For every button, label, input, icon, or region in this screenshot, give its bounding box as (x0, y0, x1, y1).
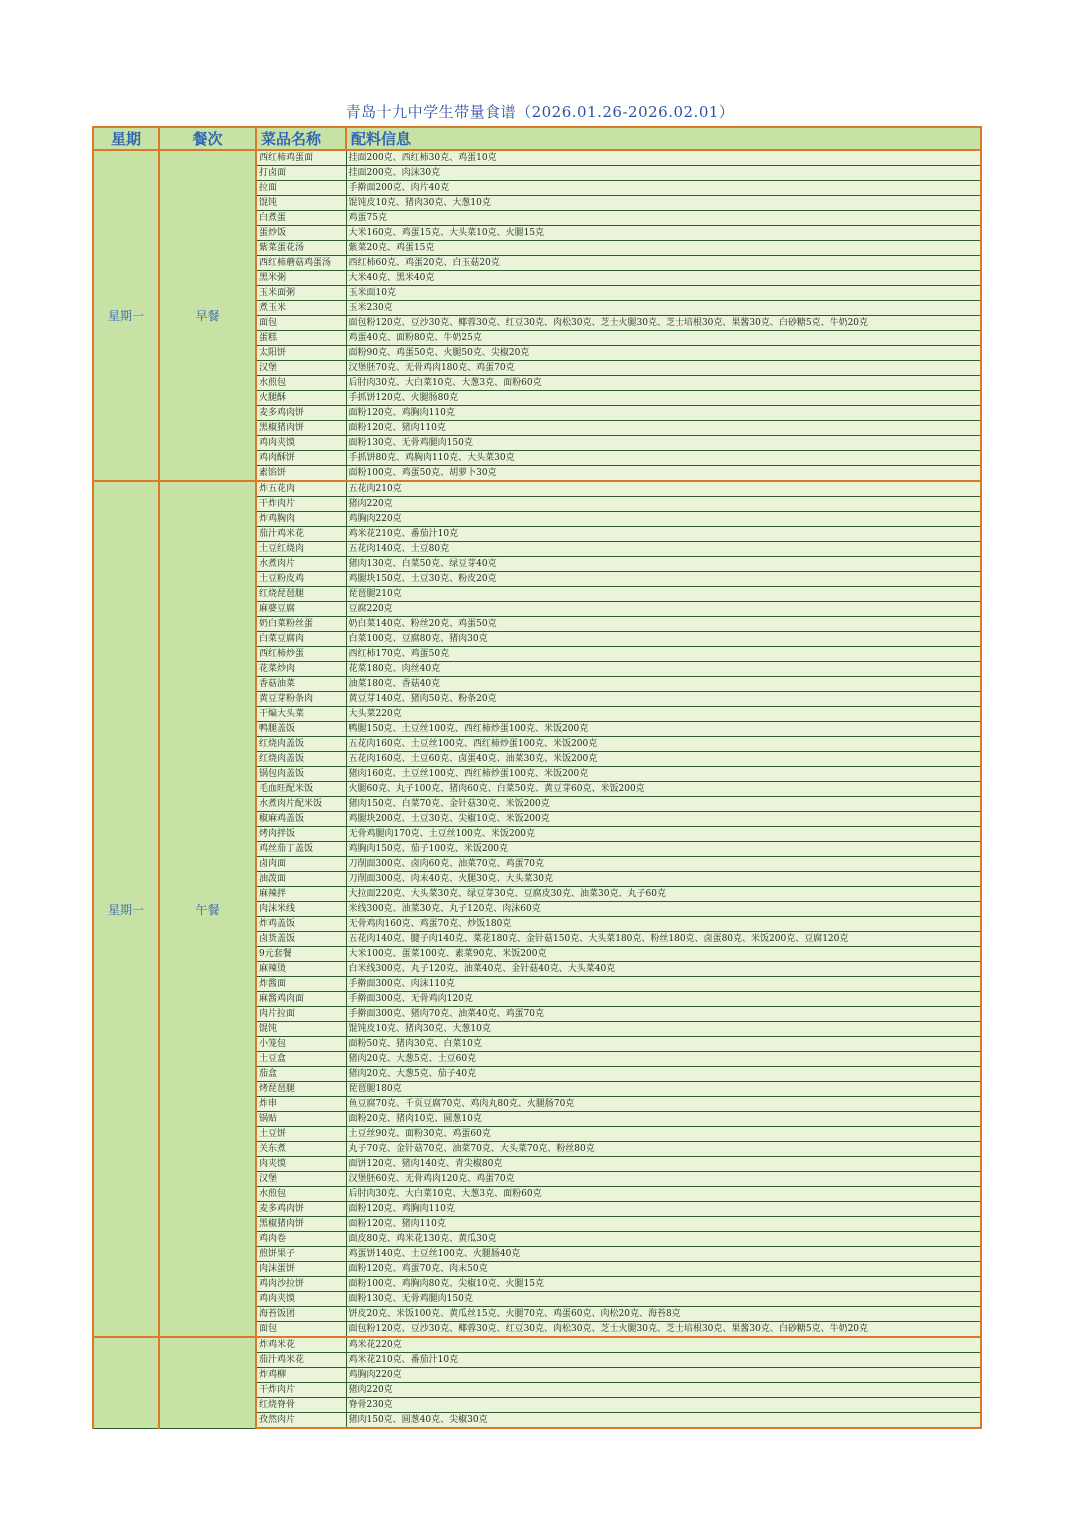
ingredients-cell: 琵琶腿180克 (346, 1082, 981, 1097)
meal-cell: 早餐 (159, 150, 256, 481)
dish-name-cell: 鸡肉夹馍 (256, 1292, 346, 1307)
ingredients-cell: 猪肉220克 (346, 1383, 981, 1398)
dish-name-cell: 炸鸡柳 (256, 1368, 346, 1383)
ingredients-cell: 紫菜20克、鸡蛋15克 (346, 241, 981, 256)
ingredients-cell: 猪肉150克、圆葱40克、尖椒30克 (346, 1413, 981, 1429)
menu-body (93, 150, 981, 1428)
day-cell: 星期一 (93, 481, 159, 1337)
dish-name-cell: 卤肉面 (256, 857, 346, 872)
dish-name-cell: 毛血旺配米饭 (256, 782, 346, 797)
day-cell: 星期一 (93, 150, 159, 481)
ingredients-cell: 馄饨皮10克、猪肉30克、大葱10克 (346, 196, 981, 211)
dish-name-cell: 馄饨 (256, 1022, 346, 1037)
dish-name-cell: 鸡肉酥饼 (256, 451, 346, 466)
dish-name-cell: 黑椒猪肉饼 (256, 421, 346, 436)
ingredients-cell: 无骨鸡肉160克、鸡蛋70克、炒饭180克 (346, 917, 981, 932)
dish-name-cell: 西红柿蘑菇鸡蛋汤 (256, 256, 346, 271)
ingredients-cell: 鸡胸肉220克 (346, 512, 981, 527)
ingredients-cell: 面皮80克、鸡米花130克、黄瓜30克 (346, 1232, 981, 1247)
dish-name-cell: 鸡丝茄丁盖饭 (256, 842, 346, 857)
ingredients-cell: 面粉50克、猪肉30克、白菜10克 (346, 1037, 981, 1052)
dish-name-cell: 红烧肉盖饭 (256, 752, 346, 767)
dish-name-cell: 馄饨 (256, 196, 346, 211)
ingredients-cell: 后肘肉30克、大白菜10克、大葱3克、面粉60克 (346, 1187, 981, 1202)
dish-name-cell: 土豆红烧肉 (256, 542, 346, 557)
ingredients-cell: 大米100克、蛋菜100克、素菜90克、米饭200克 (346, 947, 981, 962)
dish-name-cell: 黑米粥 (256, 271, 346, 286)
dish-name-cell: 锅包肉盖饭 (256, 767, 346, 782)
ingredients-cell: 无骨鸡腿肉170克、土豆丝100克、米饭200克 (346, 827, 981, 842)
dish-name-cell: 拉面 (256, 181, 346, 196)
dish-name-cell: 鸡肉夹馍 (256, 436, 346, 451)
ingredients-cell: 豆腐220克 (346, 602, 981, 617)
dish-name-cell: 黄豆芽粉条肉 (256, 692, 346, 707)
day-cell (93, 1337, 159, 1428)
dish-name-cell: 面包 (256, 1322, 346, 1338)
dish-name-cell: 干煸大头菜 (256, 707, 346, 722)
dish-name-cell: 煎饼果子 (256, 1247, 346, 1262)
menu-table (92, 126, 982, 1429)
dish-name-cell: 水煮肉片 (256, 557, 346, 572)
ingredients-cell: 玉米230克 (346, 301, 981, 316)
ingredients-cell: 五花肉210克 (346, 481, 981, 497)
dish-name-cell: 麻酱鸡肉面 (256, 992, 346, 1007)
ingredients-cell: 猪肉160克、土豆丝100克、西红柿炒蛋100克、米饭200克 (346, 767, 981, 782)
dish-name-cell: 炸鸡胸肉 (256, 512, 346, 527)
ingredients-cell: 手抓饼120克、火腿肠80克 (346, 391, 981, 406)
dish-name-cell: 麻辣烫 (256, 962, 346, 977)
ingredients-cell: 汉堡胚60克、无骨鸡肉120克、鸡蛋70克 (346, 1172, 981, 1187)
ingredients-cell: 面粉100克、鸡蛋50克、胡萝卜30克 (346, 466, 981, 482)
dish-name-cell: 炸鸡盖饭 (256, 917, 346, 932)
dish-name-cell: 卤货盖饭 (256, 932, 346, 947)
dish-name-cell: 肉沫米线 (256, 902, 346, 917)
ingredients-cell: 后肘肉30克、大白菜10克、大葱3克、面粉60克 (346, 376, 981, 391)
ingredients-cell: 鸡米花210克、番茄汁10克 (346, 527, 981, 542)
ingredients-cell: 馄饨皮10克、猪肉30克、大葱10克 (346, 1022, 981, 1037)
dish-name-cell: 油泼面 (256, 872, 346, 887)
dish-name-cell: 土豆粉皮鸡 (256, 572, 346, 587)
dish-name-cell: 烤肉拌饭 (256, 827, 346, 842)
ingredients-cell: 猪肉220克 (346, 497, 981, 512)
dish-name-cell: 鸡肉卷 (256, 1232, 346, 1247)
dish-name-cell: 蛋糕 (256, 331, 346, 346)
ingredients-cell: 面粉120克、鸡胸肉110克 (346, 406, 981, 421)
dish-name-cell: 炸酱面 (256, 977, 346, 992)
ingredients-cell: 汉堡胚70克、无骨鸡肉180克、鸡蛋70克 (346, 361, 981, 376)
ingredients-cell: 玉米面10克 (346, 286, 981, 301)
ingredients-cell: 挂面200克、西红柿30克、鸡蛋10克 (346, 150, 981, 166)
ingredients-cell: 刀削面300克、肉末40克、火腿30克、大头菜30克 (346, 872, 981, 887)
dish-name-cell: 麻辣拌 (256, 887, 346, 902)
dish-name-cell: 干炸肉片 (256, 497, 346, 512)
dish-name-cell: 土豆饼 (256, 1127, 346, 1142)
ingredients-cell: 五花肉160克、土豆60克、卤蛋40克、油菜30克、米饭200克 (346, 752, 981, 767)
dish-name-cell: 红烧脊骨 (256, 1398, 346, 1413)
ingredients-cell: 琵琶腿210克 (346, 587, 981, 602)
ingredients-cell: 面粉20克、猪肉10克、圆葱10克 (346, 1112, 981, 1127)
ingredients-cell: 脊骨230克 (346, 1398, 981, 1413)
dish-name-cell: 茄盒 (256, 1067, 346, 1082)
ingredients-cell: 鸡蛋40克、面粉80克、牛奶25克 (346, 331, 981, 346)
ingredients-cell: 鸡腿块150克、土豆30克、粉皮20克 (346, 572, 981, 587)
dish-name-cell: 锅贴 (256, 1112, 346, 1127)
dish-name-cell: 麦多鸡肉饼 (256, 1202, 346, 1217)
dish-name-cell: 奶白菜粉丝蛋 (256, 617, 346, 632)
dish-name-cell: 太阳饼 (256, 346, 346, 361)
ingredients-cell: 白菜100克、豆腐80克、猪肉30克 (346, 632, 981, 647)
header-ingredients: 配料信息 (346, 127, 981, 150)
ingredients-cell: 鸡胸肉150克、茄子100克、米饭200克 (346, 842, 981, 857)
dish-name-cell: 茄汁鸡米花 (256, 527, 346, 542)
page-title: 青岛十九中学生带量食谱（2026.01.26-2026.02.01） (345, 103, 735, 121)
dish-name-cell: 孜然肉片 (256, 1413, 346, 1429)
dish-name-cell: 汉堡 (256, 361, 346, 376)
ingredients-cell: 鸡米花210克、番茄汁10克 (346, 1353, 981, 1368)
ingredients-cell: 黄豆芽140克、猪肉50克、粉条20克 (346, 692, 981, 707)
table-row (93, 150, 981, 166)
meal-cell (159, 1337, 256, 1428)
dish-name-cell: 土豆盒 (256, 1052, 346, 1067)
ingredients-cell: 面粉120克、猪肉110克 (346, 1217, 981, 1232)
dish-name-cell: 水煮肉片配米饭 (256, 797, 346, 812)
dish-name-cell: 炸串 (256, 1097, 346, 1112)
dish-name-cell: 麻婆豆腐 (256, 602, 346, 617)
ingredients-cell: 丸子70克、金针菇70克、油菜70克、大头菜70克、粉丝80克 (346, 1142, 981, 1157)
header-day: 星期 (93, 127, 159, 150)
dish-name-cell: 素馅饼 (256, 466, 346, 482)
ingredients-cell: 手擀面300克、猪肉70克、油菜40克、鸡蛋70克 (346, 1007, 981, 1022)
ingredients-cell: 面粉120克、鸡蛋70克、肉末50克 (346, 1262, 981, 1277)
dish-name-cell: 水煎包 (256, 376, 346, 391)
dish-name-cell: 麦多鸡肉饼 (256, 406, 346, 421)
ingredients-cell: 猪肉20克、大葱5克、土豆60克 (346, 1052, 981, 1067)
ingredients-cell: 西红柿60克、鸡蛋20克、白玉菇20克 (346, 256, 981, 271)
dish-name-cell: 干炸肉片 (256, 1383, 346, 1398)
ingredients-cell: 刀削面300克、卤肉60克、油菜70克、鸡蛋70克 (346, 857, 981, 872)
ingredients-cell: 猪肉20克、大葱5克、茄子40克 (346, 1067, 981, 1082)
ingredients-cell: 鱼豆腐70克、千页豆腐70克、鸡肉丸80克、火腿肠70克 (346, 1097, 981, 1112)
dish-name-cell: 肉沫蛋饼 (256, 1262, 346, 1277)
ingredients-cell: 饼皮20克、米饭100克、黄瓜丝15克、火腿70克、鸡蛋60克、肉松20克、海苔8克 (346, 1307, 981, 1322)
meal-cell: 午餐 (159, 481, 256, 1337)
ingredients-cell: 大米40克、黑米40克 (346, 271, 981, 286)
ingredients-cell: 鸡蛋75克 (346, 211, 981, 226)
ingredients-cell: 鸡胸肉220克 (346, 1368, 981, 1383)
dish-name-cell: 白菜豆腐肉 (256, 632, 346, 647)
dish-name-cell: 玉米面粥 (256, 286, 346, 301)
dish-name-cell: 小笼包 (256, 1037, 346, 1052)
dish-name-cell: 茄汁鸡米花 (256, 1353, 346, 1368)
dish-name-cell: 海苔饭团 (256, 1307, 346, 1322)
dish-name-cell: 香菇油菜 (256, 677, 346, 692)
table-row (93, 481, 981, 497)
ingredients-cell: 大头菜220克 (346, 707, 981, 722)
ingredients-cell: 挂面200克、肉沫30克 (346, 166, 981, 181)
table-row (93, 1337, 981, 1353)
dish-name-cell: 鸡肉沙拉饼 (256, 1277, 346, 1292)
dish-name-cell: 肉片拉面 (256, 1007, 346, 1022)
ingredients-cell: 猪肉130克、白菜50克、绿豆芽40克 (346, 557, 981, 572)
ingredients-cell: 面粉120克、猪肉110克 (346, 421, 981, 436)
ingredients-cell: 手擀面300克、无骨鸡肉120克 (346, 992, 981, 1007)
header-meal: 餐次 (159, 127, 256, 150)
ingredients-cell: 面粉130克、无骨鸡腿肉150克 (346, 1292, 981, 1307)
ingredients-cell: 面饼120克、猪肉140克、青尖椒80克 (346, 1157, 981, 1172)
dish-name-cell: 水煎包 (256, 1187, 346, 1202)
dish-name-cell: 9元套餐 (256, 947, 346, 962)
ingredients-cell: 面包粉120克、豆沙30克、椰蓉30克、红豆30克、肉松30克、芝士火腿30克、芝士培根30克、果酱30克、白砂糖5克、牛奶20克 (346, 1322, 981, 1338)
dish-name-cell: 打卤面 (256, 166, 346, 181)
dish-name-cell: 黑椒猪肉饼 (256, 1217, 346, 1232)
dish-name-cell: 红烧肉盖饭 (256, 737, 346, 752)
ingredients-cell: 白米线300克、丸子120克、油菜40克、金针菇40克、大头菜40克 (346, 962, 981, 977)
dish-name-cell: 肉夹馍 (256, 1157, 346, 1172)
ingredients-cell: 猪肉150克、白菜70克、金针菇30克、米饭200克 (346, 797, 981, 812)
dish-name-cell: 红烧琵琶腿 (256, 587, 346, 602)
dish-name-cell: 白煮蛋 (256, 211, 346, 226)
ingredients-cell: 手抓饼80克、鸡胸肉110克、大头菜30克 (346, 451, 981, 466)
ingredients-cell: 面粉130克、无骨鸡腿肉150克 (346, 436, 981, 451)
dish-name-cell: 蛋炒饭 (256, 226, 346, 241)
ingredients-cell: 油菜180克、香菇40克 (346, 677, 981, 692)
ingredients-cell: 奶白菜140克、粉丝20克、鸡蛋50克 (346, 617, 981, 632)
dish-name-cell: 花菜炒肉 (256, 662, 346, 677)
dish-name-cell: 椒麻鸡盖饭 (256, 812, 346, 827)
ingredients-cell: 五花肉140克、腱子肉140克、菜花180克、金针菇150克、大头菜180克、粉丝180克、卤蛋80克、米饭200克、豆腐120克 (346, 932, 981, 947)
ingredients-cell: 鸭腿150克、土豆丝100克、西红柿炒蛋100克、米饭200克 (346, 722, 981, 737)
dish-name-cell: 面包 (256, 316, 346, 331)
dish-name-cell: 鸭腿盖饭 (256, 722, 346, 737)
ingredients-cell: 面包粉120克、豆沙30克、椰蓉30克、红豆30克、肉松30克、芝士火腿30克、芝士培根30克、果酱30克、白砂糖5克、牛奶20克 (346, 316, 981, 331)
dish-name-cell: 汉堡 (256, 1172, 346, 1187)
ingredients-cell: 五花肉140克、土豆80克 (346, 542, 981, 557)
ingredients-cell: 手擀面200克、肉片40克 (346, 181, 981, 196)
ingredients-cell: 面粉90克、鸡蛋50克、火腿50克、尖椒20克 (346, 346, 981, 361)
ingredients-cell: 鸡蛋饼140克、土豆丝100克、火腿肠40克 (346, 1247, 981, 1262)
header-row (93, 127, 981, 150)
ingredients-cell: 鸡腿块200克、土豆30克、尖椒10克、米饭200克 (346, 812, 981, 827)
dish-name-cell: 炸鸡米花 (256, 1337, 346, 1353)
ingredients-cell: 土豆丝90克、面粉30克、鸡蛋60克 (346, 1127, 981, 1142)
ingredients-cell: 鸡米花220克 (346, 1337, 981, 1353)
ingredients-cell: 米线300克、油菜30克、丸子120克、肉沫60克 (346, 902, 981, 917)
dish-name-cell: 紫菜蛋花汤 (256, 241, 346, 256)
dish-name-cell: 炸五花肉 (256, 481, 346, 497)
ingredients-cell: 面粉120克、鸡胸肉110克 (346, 1202, 981, 1217)
dish-name-cell: 关东煮 (256, 1142, 346, 1157)
ingredients-cell: 大米160克、鸡蛋15克、大头菜10克、火腿15克 (346, 226, 981, 241)
dish-name-cell: 烤琵琶腿 (256, 1082, 346, 1097)
ingredients-cell: 面粉100克、鸡胸肉80克、尖椒10克、火腿15克 (346, 1277, 981, 1292)
dish-name-cell: 西红柿炒蛋 (256, 647, 346, 662)
ingredients-cell: 花菜180克、肉丝40克 (346, 662, 981, 677)
dish-name-cell: 火腿酥 (256, 391, 346, 406)
ingredients-cell: 大拉面220克、大头菜30克、绿豆芽30克、豆腐皮30克、油菜30克、丸子60克 (346, 887, 981, 902)
dish-name-cell: 煮玉米 (256, 301, 346, 316)
dish-name-cell: 西红柿鸡蛋面 (256, 150, 346, 166)
header-dish: 菜品名称 (256, 127, 346, 150)
ingredients-cell: 手擀面300克、肉沫110克 (346, 977, 981, 992)
ingredients-cell: 西红柿170克、鸡蛋50克 (346, 647, 981, 662)
ingredients-cell: 火腿60克、丸子100克、猪肉60克、白菜50克、黄豆芽60克、米饭200克 (346, 782, 981, 797)
ingredients-cell: 五花肉160克、土豆丝100克、西红柿炒蛋100克、米饭200克 (346, 737, 981, 752)
